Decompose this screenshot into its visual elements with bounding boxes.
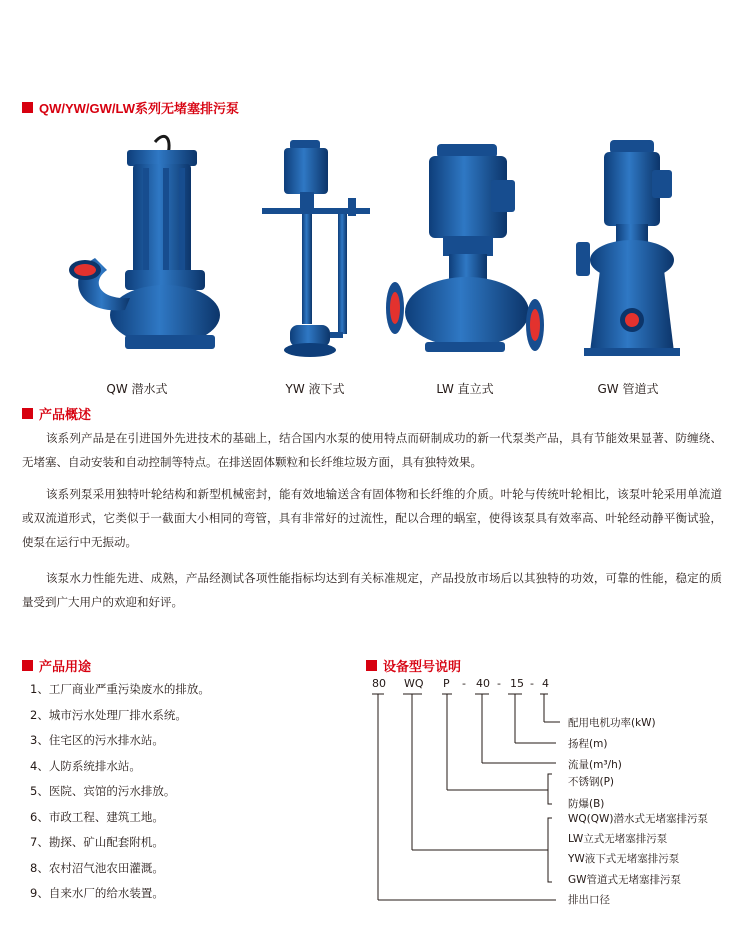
model-label: 排出口径 — [568, 894, 610, 906]
list-item: 6、市政工程、建筑工地。 — [30, 809, 164, 824]
list-item: 3、住宅区的污水排水站。 — [30, 733, 164, 747]
lw-pump-image — [385, 130, 545, 360]
model-heading-row — [366, 656, 461, 675]
code-part: 15 — [510, 677, 524, 690]
uses-list — [30, 680, 330, 910]
uses-marker — [22, 660, 33, 671]
overview-heading: 产品概述 — [39, 408, 92, 423]
overview-heading-row — [22, 404, 91, 423]
code-part: 4 — [542, 677, 549, 690]
gw-pump-image — [570, 130, 690, 360]
code-part: P — [443, 677, 450, 690]
model-label: 流量(m³/h) — [568, 759, 622, 771]
model-label: 扬程(m) — [568, 738, 608, 750]
main-title-row — [22, 98, 239, 117]
pump-gw — [570, 130, 690, 396]
uses-heading-row — [22, 656, 91, 675]
code-part: - — [462, 677, 466, 690]
overview-paragraph: 该系列泵采用独特叶轮结构和新型机械密封，能有效地输送含有固体物和长纤维的介质。叶轮与传统叶轮相比，该泵叶轮采用单流道或双流道形式，它类似于一截面大小相同的弯管，具有非常好的过流性，配以合理的蜗室，使得该泵具有效率高、叶轮经动静平衡试验，使泵在运行中无振动。 — [22, 487, 722, 549]
list-item: 4、人防系统排水站。 — [30, 758, 141, 773]
model-label: GW管道式无堵塞排污泵 — [568, 874, 682, 886]
model-label: WQ(QW)潜水式无堵塞排污泵 — [568, 813, 708, 825]
model-bracket-diagram — [360, 686, 560, 906]
code-part: - — [497, 677, 501, 690]
model-label: 配用电机功率(kW) — [568, 717, 656, 729]
code-part: WQ — [404, 677, 424, 690]
pump-yw — [250, 130, 380, 396]
model-label: LW立式无堵塞排污泵 — [568, 833, 668, 845]
pump-qw — [55, 130, 225, 396]
model-label: 不锈钢(P) — [568, 776, 615, 788]
overview-paragraph: 该系列产品是在引进国外先进技术的基础上，结合国内水泵的使用特点而研制成功的新一代泵类产品，具有节能效果显著、防缠绕、无堵塞、自动安装和自动控制等特点。在排送固体颗粒和长纤维垃圾方面，具有独特效果。 — [22, 431, 722, 469]
title-marker — [22, 102, 33, 113]
code-part: 40 — [476, 677, 490, 690]
qw-pump-image — [55, 130, 225, 360]
list-item: 7、勘探、矿山配套附机。 — [30, 835, 164, 849]
code-part: - — [530, 677, 534, 690]
uses-heading: 产品用途 — [39, 660, 92, 675]
pump-caption: GW 管道式 — [597, 382, 659, 396]
code-part: 80 — [372, 677, 386, 690]
pump-caption: QW 潜水式 — [106, 382, 168, 396]
pump-caption: LW 直立式 — [436, 382, 494, 396]
page-title: QW/YW/GW/LW系列无堵塞排污泵 — [39, 101, 240, 116]
pump-lw — [385, 130, 545, 396]
model-marker — [366, 660, 377, 671]
list-item: 1、工厂商业严重污染废水的排放。 — [30, 682, 210, 696]
yw-pump-image — [250, 130, 380, 360]
list-item: 5、医院、宾馆的污水排放。 — [30, 784, 176, 798]
pump-caption: YW 液下式 — [285, 382, 345, 396]
list-item: 8、农村沼气池农田灌溉。 — [30, 860, 164, 875]
overview-marker — [22, 408, 33, 419]
model-label: 防爆(B) — [568, 798, 605, 810]
model-label: YW液下式无堵塞排污泵 — [568, 853, 680, 865]
pump-gallery — [55, 130, 695, 400]
overview-paragraph: 该泵水力性能先进、成熟，产品经测试各项性能指标均达到有关标准规定，产品投放市场后以其独特的功效，可靠的性能，稳定的质量受到广大用户的欢迎和好评。 — [22, 571, 722, 609]
list-item: 9、自来水厂的给水装置。 — [30, 886, 164, 900]
list-item: 2、城市污水处理厂排水系统。 — [30, 707, 187, 722]
model-heading: 设备型号说明 — [383, 660, 462, 675]
